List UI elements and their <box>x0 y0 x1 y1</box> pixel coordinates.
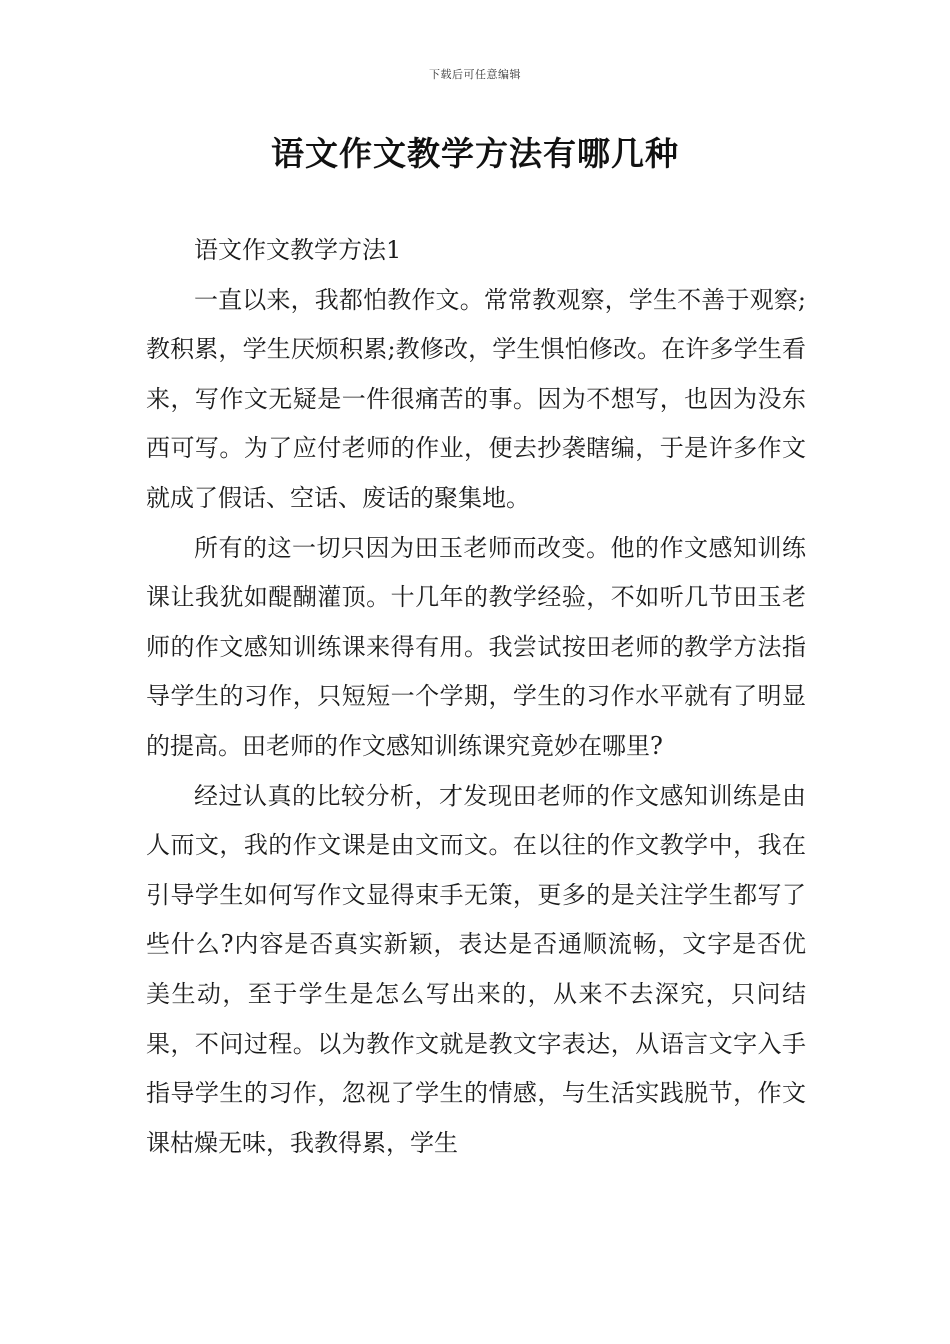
document-body <box>146 226 806 1168</box>
paragraph: 一直以来，我都怕教作文。常常教观察，学生不善于观察;教积累，学生厌烦积累;教修改，学生惧怕修改。在许多学生看来，写作文无疑是一件很痛苦的事。因为不想写，也因为没东西可写。为了应付老师的作业，便去抄袭瞎编，于是许多作文就成了假话、空话、废话的聚集地。 <box>146 285 806 512</box>
section-heading: 语文作文教学方法1 <box>194 236 402 264</box>
paragraph: 所有的这一切只因为田玉老师而改变。他的作文感知训练课让我犹如醍醐灌顶。十几年的教学经验，不如听几节田玉老师的作文感知训练课来得有用。我尝试按田老师的教学方法指导学生的习作，只短短一个学期，学生的习作水平就有了明显的提高。田老师的作文感知训练课究竟妙在哪里? <box>146 533 806 760</box>
paragraph: 经过认真的比较分析，才发现田老师的作文感知训练是由人而文，我的作文课是由文而文。在以往的作文教学中，我在引导学生如何写作文显得束手无策，更多的是关注学生都写了些什么?内容是否真实新颖，表达是否通顺流畅，文字是否优美生动，至于学生是怎么写出来的，从来不去深究，只问结果，不问过程。以为教作文就是教文字表达，从语言文字入手指导学生的习作，忽视了学生的情感，与生活实践脱节，作文课枯燥无味，我教得累，学生 <box>146 781 806 1157</box>
document-title: 语文作文教学方法有哪几种 <box>271 134 679 173</box>
header-note: 下载后可任意编辑 <box>429 68 521 81</box>
